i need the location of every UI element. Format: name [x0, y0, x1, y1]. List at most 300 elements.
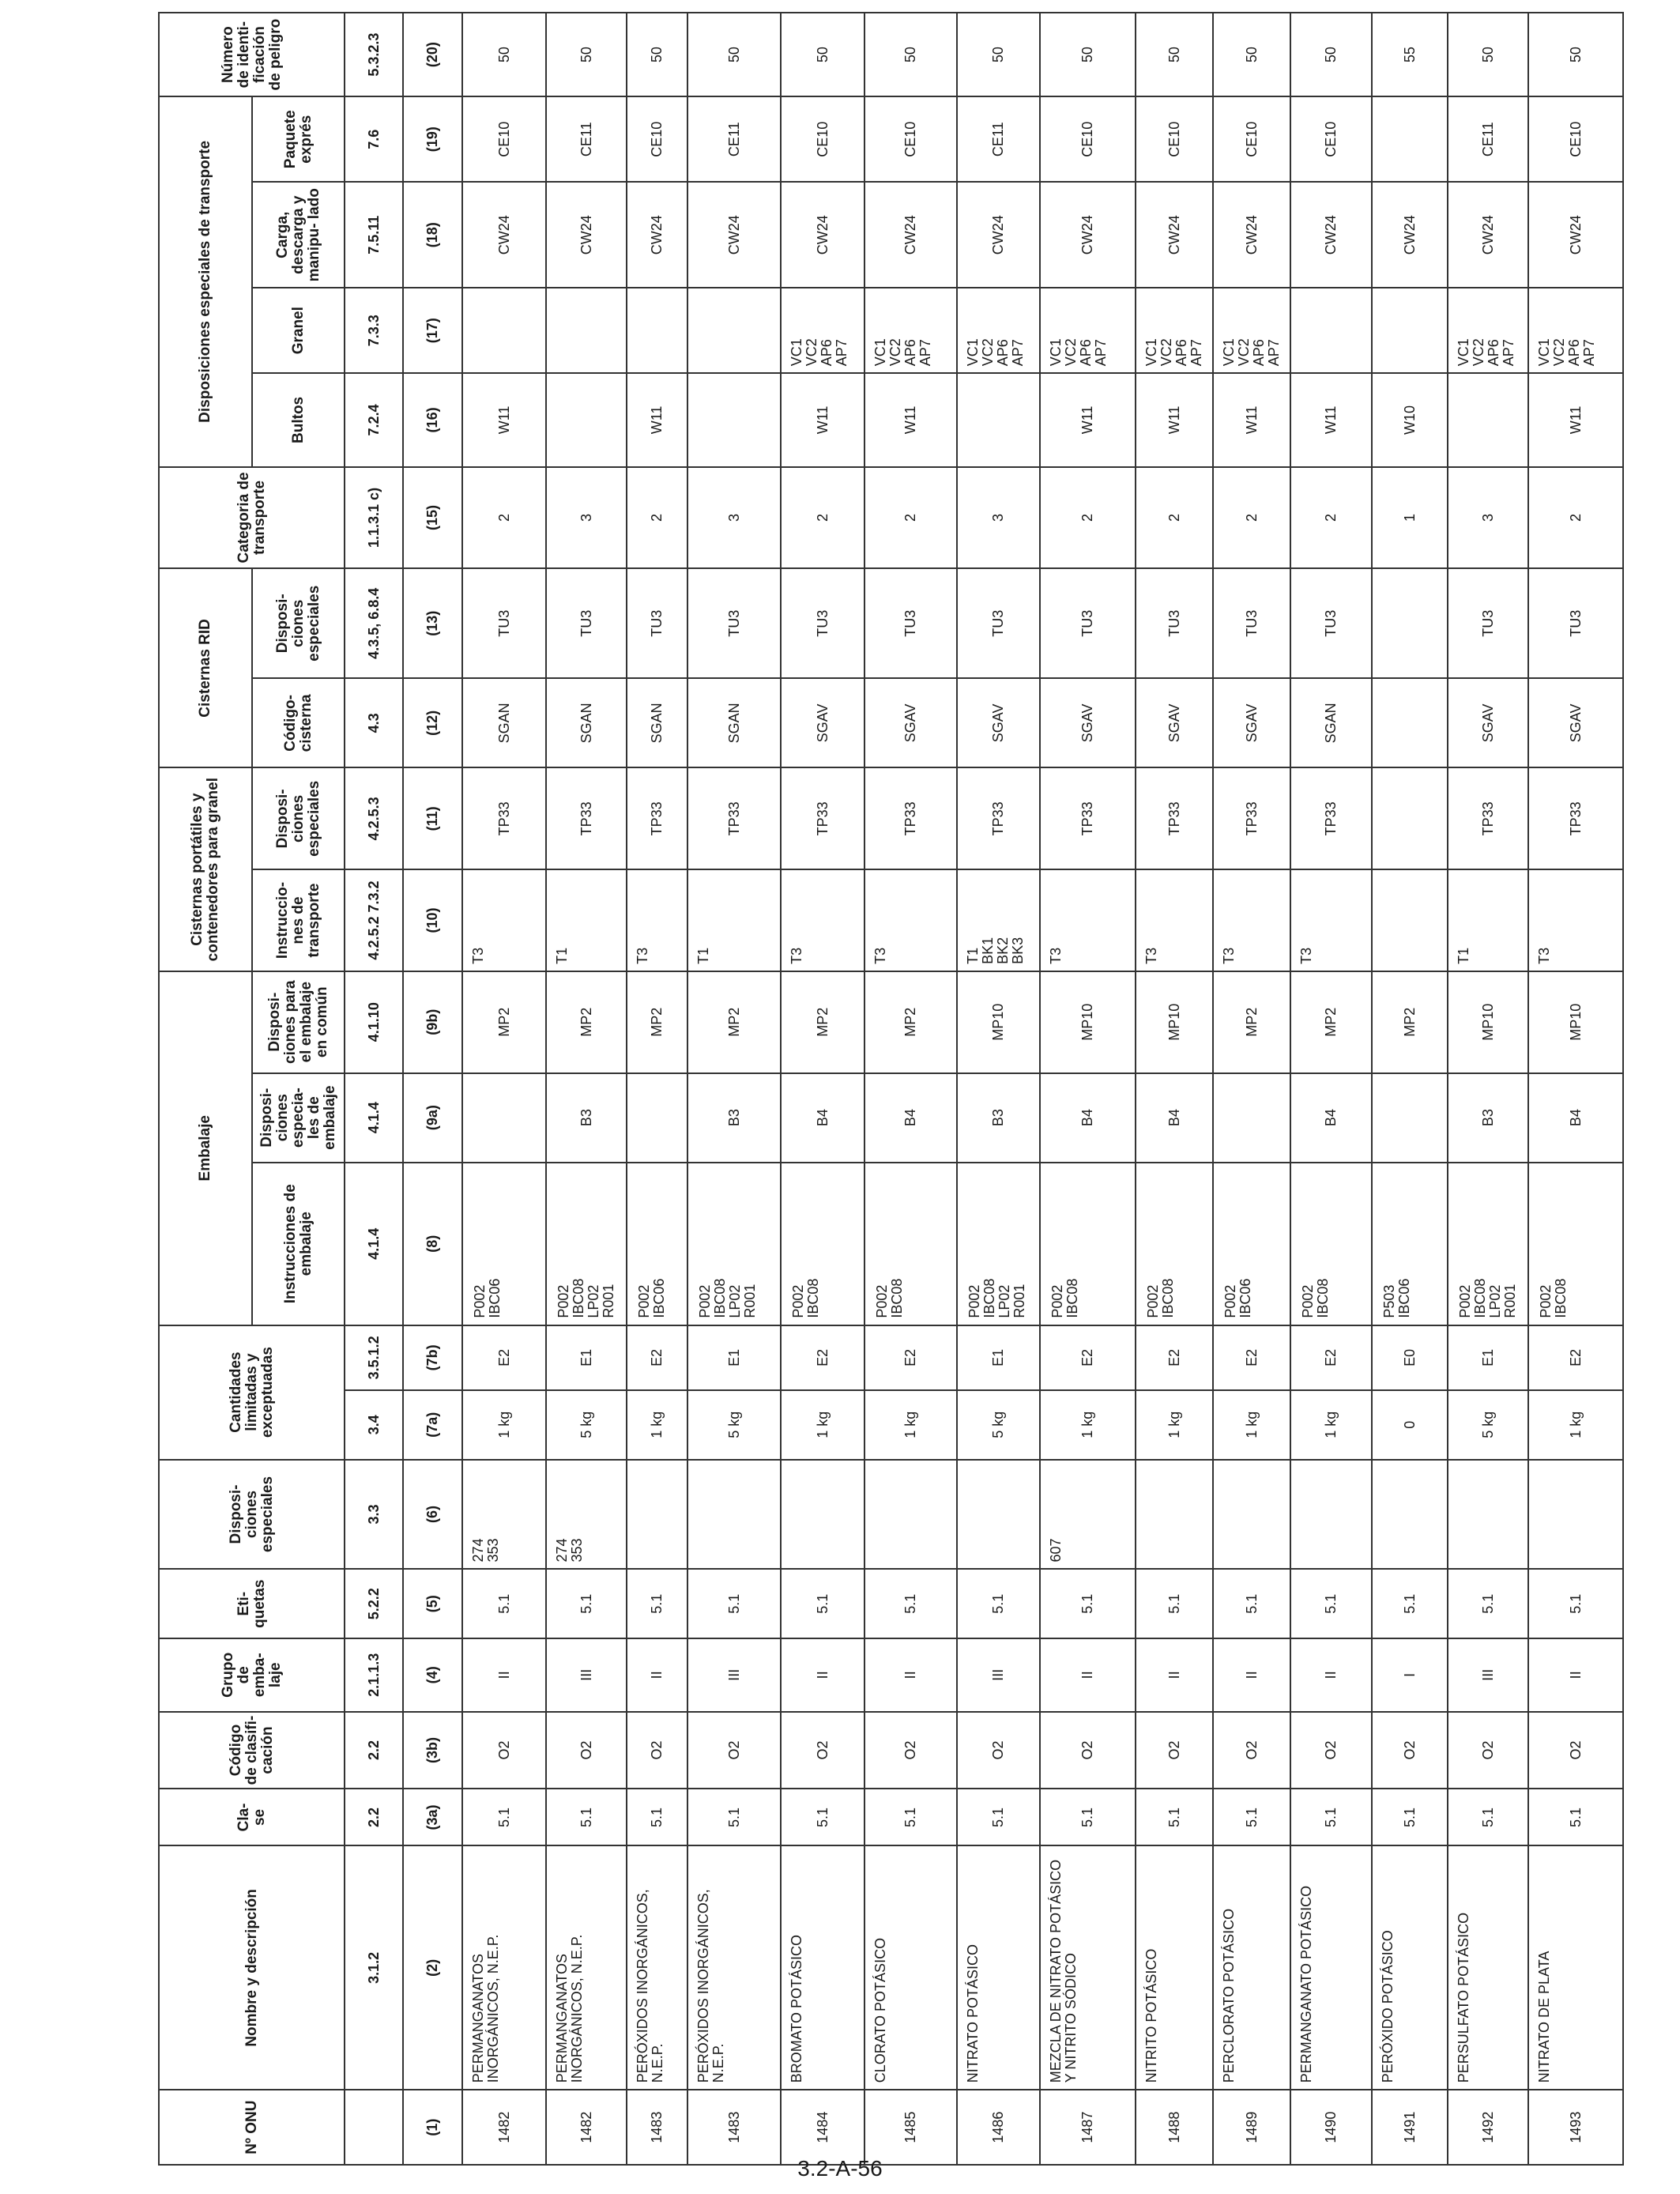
table-cell: II: [781, 1638, 864, 1712]
table-cell: 3: [1448, 467, 1528, 569]
table-cell: TU3: [1040, 568, 1136, 678]
table-cell: [1448, 1460, 1528, 1570]
table-cell: 5 kg: [1448, 1390, 1528, 1460]
table-cell: 2.2: [345, 1712, 403, 1789]
table-cell: III: [687, 1638, 781, 1712]
table-cell: W10: [1372, 373, 1448, 466]
table-cell: B3: [687, 1073, 781, 1163]
table-cell: 5.1: [627, 1569, 687, 1638]
table-cell: 1487: [1040, 2090, 1136, 2165]
table-cell: T3: [462, 869, 546, 971]
header-packing-group: Grupo de emba- laje: [159, 1638, 345, 1712]
table-cell: 1 kg: [781, 1390, 864, 1460]
table-cell: TU3: [546, 568, 627, 678]
table-cell: E2: [1213, 1325, 1290, 1390]
table-cell: CW24: [1136, 182, 1213, 288]
table-cell: 1485: [864, 2090, 957, 2165]
table-row: [1136, 13, 1213, 2165]
table-cell: 5.1: [864, 1569, 957, 1638]
table-cell: T3: [1136, 869, 1213, 971]
table-cell: VC1 VC2 AP6 AP7: [1448, 288, 1528, 373]
table-cell: MP2: [1213, 971, 1290, 1073]
table-cell: E1: [1448, 1325, 1528, 1390]
table-cell: SGAV: [957, 678, 1040, 767]
table-cell: 5.1: [687, 1789, 781, 1845]
table-cell: MP2: [1372, 971, 1448, 1073]
table-cell: O2: [1136, 1712, 1213, 1789]
table-cell: 2: [627, 467, 687, 569]
table-cell: [687, 288, 781, 373]
header-transport-category: Categoria de transporte: [159, 467, 345, 569]
table-cell: TP33: [1528, 768, 1623, 870]
header-name: Nombre y descripción: [159, 1845, 345, 2090]
table-cell: E2: [1290, 1325, 1372, 1390]
table-cell: 5.1: [781, 1569, 864, 1638]
reference-row: [345, 13, 403, 2165]
table-cell: 1492: [1448, 2090, 1528, 2165]
table-cell: 3.1.2: [345, 1845, 403, 2090]
table-cell: 5.1: [1528, 1569, 1623, 1638]
table-cell: T3: [627, 869, 687, 971]
table-cell: B4: [1290, 1073, 1372, 1163]
table-cell: CE11: [1448, 96, 1528, 182]
header-bulk: Granel: [252, 288, 345, 373]
header-labels: Eti- quetas: [159, 1569, 345, 1638]
table-cell: 5.1: [957, 1569, 1040, 1638]
table-cell: 2: [1528, 467, 1623, 569]
table-cell: CE10: [1528, 96, 1623, 182]
table-cell: TU3: [687, 568, 781, 678]
table-row: [957, 13, 1040, 2165]
table-cell: 4.3.5, 6.8.4: [345, 568, 403, 678]
table-cell: 3.3: [345, 1460, 403, 1570]
table-cell: VC1 VC2 AP6 AP7: [1136, 288, 1213, 373]
table-cell: MP10: [1040, 971, 1136, 1073]
table-cell: (9b): [403, 971, 462, 1073]
table-cell: 3.4: [345, 1390, 403, 1460]
table-cell: II: [1290, 1638, 1372, 1712]
table-cell: 3: [546, 467, 627, 569]
table-cell: W11: [1040, 373, 1136, 466]
table-cell: B4: [864, 1073, 957, 1163]
table-cell: CW24: [1290, 182, 1372, 288]
table-cell: III: [1448, 1638, 1528, 1712]
table-cell: 1488: [1136, 2090, 1213, 2165]
table-cell: 1493: [1528, 2090, 1623, 2165]
table-cell: E2: [1528, 1325, 1623, 1390]
table-cell: O2: [687, 1712, 781, 1789]
table-cell: (7b): [403, 1325, 462, 1390]
header-special-transport: Disposiciones especiales de transporte: [159, 96, 252, 466]
table-cell: 1 kg: [864, 1390, 957, 1460]
table-cell: PERÓXIDO POTÁSICO: [1372, 1845, 1448, 2090]
table-cell: CE10: [781, 96, 864, 182]
table-cell: 5.1: [781, 1789, 864, 1845]
table-cell: [546, 288, 627, 373]
table-cell: CW24: [462, 182, 546, 288]
table-cell: 274 353: [462, 1460, 546, 1570]
table-cell: 5 kg: [957, 1390, 1040, 1460]
header-portable-tanks: Cisternas portátiles y contenedores para granel: [159, 768, 252, 971]
table-cell: O2: [781, 1712, 864, 1789]
table-cell: 1 kg: [462, 1390, 546, 1460]
table-cell: 50: [546, 13, 627, 96]
table-cell: O2: [1372, 1712, 1448, 1789]
table-cell: 1 kg: [1040, 1390, 1136, 1460]
table-cell: W11: [627, 373, 687, 466]
table-cell: III: [957, 1638, 1040, 1712]
table-cell: CW24: [864, 182, 957, 288]
table-cell: 5.1: [1372, 1569, 1448, 1638]
table-cell: W11: [1213, 373, 1290, 466]
table-cell: CW24: [1528, 182, 1623, 288]
table-cell: E1: [957, 1325, 1040, 1390]
table-cell: T3: [1290, 869, 1372, 971]
header-express: Paquete exprés: [252, 96, 345, 182]
table-cell: TU3: [1213, 568, 1290, 678]
table-cell: 5.1: [1136, 1789, 1213, 1845]
table-cell: 274 353: [546, 1460, 627, 1570]
table-cell: 1.1.3.1 c): [345, 467, 403, 569]
table-cell: 3: [687, 467, 781, 569]
table-cell: 50: [1040, 13, 1136, 96]
table-cell: [345, 2090, 403, 2165]
table-cell: P002 IBC08: [1528, 1163, 1623, 1325]
table-cell: (7a): [403, 1390, 462, 1460]
table-cell: MP2: [1290, 971, 1372, 1073]
table-cell: CW24: [1213, 182, 1290, 288]
table-cell: (8): [403, 1163, 462, 1325]
table-cell: 1 kg: [1213, 1390, 1290, 1460]
table-cell: [781, 1460, 864, 1570]
table-cell: CW24: [687, 182, 781, 288]
table-cell: 4.3: [345, 678, 403, 767]
table-cell: PERMANGANATO POTÁSICO: [1290, 1845, 1372, 2090]
table-cell: MP2: [546, 971, 627, 1073]
header-special-provisions: Disposi- ciones especiales: [159, 1460, 345, 1570]
table-cell: E2: [462, 1325, 546, 1390]
table-cell: TP33: [1213, 768, 1290, 870]
table-cell: T3: [864, 869, 957, 971]
table-cell: O2: [1290, 1712, 1372, 1789]
table-cell: [1372, 96, 1448, 182]
table-cell: 5.1: [462, 1789, 546, 1845]
table-cell: CE10: [1040, 96, 1136, 182]
table-cell: 4.1.4: [345, 1163, 403, 1325]
table-cell: SGAV: [1136, 678, 1213, 767]
table-cell: O2: [957, 1712, 1040, 1789]
table-cell: TU3: [957, 568, 1040, 678]
table-cell: E2: [1136, 1325, 1213, 1390]
table-cell: O2: [1448, 1712, 1528, 1789]
table-cell: T1 BK1 BK2 BK3: [957, 869, 1040, 971]
table-cell: [957, 1460, 1040, 1570]
table-cell: [1372, 678, 1448, 767]
table-cell: [462, 1073, 546, 1163]
table-cell: 2: [1290, 467, 1372, 569]
table-cell: MP10: [1136, 971, 1213, 1073]
table-row: [1372, 13, 1448, 2165]
table-cell: TU3: [1448, 568, 1528, 678]
table-cell: B4: [781, 1073, 864, 1163]
header-packages: Bultos: [252, 373, 345, 466]
table-cell: SGAN: [627, 678, 687, 767]
table-cell: P002 IBC08 LP02 R001: [546, 1163, 627, 1325]
table-cell: 2.2: [345, 1789, 403, 1845]
table-cell: [627, 1460, 687, 1570]
table-cell: CE10: [1213, 96, 1290, 182]
table-cell: 4.2.5.2 7.3.2: [345, 869, 403, 971]
table-cell: T1: [546, 869, 627, 971]
table-cell: CE11: [687, 96, 781, 182]
dangerous-goods-table: [158, 12, 1624, 2166]
header-classification-code: Código de clasifi- cación: [159, 1712, 345, 1789]
table-cell: P002 IBC06: [1213, 1163, 1290, 1325]
table-cell: 5.1: [1290, 1789, 1372, 1845]
table-cell: CW24: [627, 182, 687, 288]
rotated-table-wrapper: [158, 12, 1597, 2166]
table-cell: CE10: [627, 96, 687, 182]
table-cell: 5.2.2: [345, 1569, 403, 1638]
table-cell: 7.6: [345, 96, 403, 182]
table-cell: MP2: [864, 971, 957, 1073]
table-cell: 607: [1040, 1460, 1136, 1570]
table-cell: (10): [403, 869, 462, 971]
table-cell: MEZCLA DE NITRATO POTÁSICO Y NITRITO SÓDICO: [1040, 1845, 1136, 2090]
table-cell: P002 IBC08: [864, 1163, 957, 1325]
table-cell: [864, 1460, 957, 1570]
table-cell: II: [1136, 1638, 1213, 1712]
table-cell: 5.1: [1213, 1569, 1290, 1638]
table-cell: SGAN: [1290, 678, 1372, 767]
table-cell: [1528, 1460, 1623, 1570]
table-cell: 2: [1213, 467, 1290, 569]
table-cell: 50: [1290, 13, 1372, 96]
table-cell: B3: [957, 1073, 1040, 1163]
table-cell: P002 IBC08: [781, 1163, 864, 1325]
table-cell: E1: [546, 1325, 627, 1390]
table-cell: 5 kg: [687, 1390, 781, 1460]
table-cell: 1 kg: [1136, 1390, 1213, 1460]
table-cell: CE10: [1290, 96, 1372, 182]
table-cell: (1): [403, 2090, 462, 2165]
table-cell: 5.1: [1136, 1569, 1213, 1638]
table-cell: [1290, 288, 1372, 373]
table-cell: P503 IBC06: [1372, 1163, 1448, 1325]
table-cell: VC1 VC2 AP6 AP7: [1213, 288, 1290, 373]
table-cell: TP33: [687, 768, 781, 870]
table-cell: [1448, 373, 1528, 466]
table-cell: SGAV: [1528, 678, 1623, 767]
table-cell: TU3: [781, 568, 864, 678]
table-cell: CW24: [957, 182, 1040, 288]
table-row: [462, 13, 546, 2165]
table-row: [1213, 13, 1290, 2165]
table-cell: 1484: [781, 2090, 864, 2165]
header-tank-special: Disposi- ciones especiales: [252, 568, 345, 678]
table-cell: (17): [403, 288, 462, 373]
header-special-packing-provisions: Disposi- ciones especia- les de embalaje: [252, 1073, 345, 1163]
table-cell: 2: [864, 467, 957, 569]
table-cell: PERCLORATO POTÁSICO: [1213, 1845, 1290, 2090]
table-cell: O2: [1213, 1712, 1290, 1789]
table-cell: MP10: [1448, 971, 1528, 1073]
table-cell: E2: [781, 1325, 864, 1390]
table-cell: PERMANGANATOS INORGÁNICOS, N.E.P.: [546, 1845, 627, 2090]
table-cell: 4.1.4: [345, 1073, 403, 1163]
table-cell: B4: [1136, 1073, 1213, 1163]
table-cell: O2: [462, 1712, 546, 1789]
table-cell: 50: [781, 13, 864, 96]
header-packing-instructions: Instrucciones de embalaje: [252, 1163, 345, 1325]
table-cell: MP2: [687, 971, 781, 1073]
table-cell: CW24: [1372, 182, 1448, 288]
table-cell: O2: [1528, 1712, 1623, 1789]
table-cell: 2: [1136, 467, 1213, 569]
table-cell: T3: [781, 869, 864, 971]
table-cell: I: [1372, 1638, 1448, 1712]
table-cell: CE11: [546, 96, 627, 182]
table-cell: 5.1: [1040, 1569, 1136, 1638]
table-cell: O2: [627, 1712, 687, 1789]
table-cell: SGAN: [687, 678, 781, 767]
table-cell: E2: [1040, 1325, 1136, 1390]
table-cell: 1482: [462, 2090, 546, 2165]
table-cell: CLORATO POTÁSICO: [864, 1845, 957, 2090]
table-cell: 5.1: [1448, 1569, 1528, 1638]
table-cell: NITRATO POTÁSICO: [957, 1845, 1040, 2090]
table-cell: T3: [1213, 869, 1290, 971]
table-cell: [687, 1460, 781, 1570]
table-cell: NITRITO POTÁSICO: [1136, 1845, 1213, 2090]
table-cell: (19): [403, 96, 462, 182]
table-cell: 2.1.1.3: [345, 1638, 403, 1712]
table-cell: [1290, 1460, 1372, 1570]
page-number: 3.2-A-56: [797, 2156, 883, 2181]
table-cell: 5.1: [1213, 1789, 1290, 1845]
header-limited-excepted: Cantidades limitadas y exceptuadas: [159, 1325, 345, 1460]
table-cell: II: [462, 1638, 546, 1712]
table-cell: 50: [957, 13, 1040, 96]
table-cell: TP33: [462, 768, 546, 870]
table-cell: CW24: [781, 182, 864, 288]
table-cell: E2: [864, 1325, 957, 1390]
table-cell: 50: [1528, 13, 1623, 96]
table-row: [687, 13, 781, 2165]
table-cell: 4.2.5.3: [345, 768, 403, 870]
table-cell: 1: [1372, 467, 1448, 569]
table-cell: CW24: [546, 182, 627, 288]
table-cell: [1213, 1073, 1290, 1163]
table-cell: O2: [546, 1712, 627, 1789]
table-cell: SGAV: [864, 678, 957, 767]
table-cell: (16): [403, 373, 462, 466]
table-cell: 5.1: [957, 1789, 1040, 1845]
table-cell: BROMATO POTÁSICO: [781, 1845, 864, 2090]
header-pt-special: Disposi- ciones especiales: [252, 768, 345, 870]
table-cell: 5 kg: [546, 1390, 627, 1460]
table-cell: 2: [781, 467, 864, 569]
table-cell: 1 kg: [1528, 1390, 1623, 1460]
table-cell: TU3: [864, 568, 957, 678]
table-cell: [546, 373, 627, 466]
table-cell: (15): [403, 467, 462, 569]
table-cell: P002 IBC08: [1290, 1163, 1372, 1325]
table-cell: TP33: [781, 768, 864, 870]
table-header: [159, 13, 345, 2165]
table-cell: E1: [687, 1325, 781, 1390]
table-cell: 1482: [546, 2090, 627, 2165]
table-cell: II: [1528, 1638, 1623, 1712]
table-cell: [1372, 288, 1448, 373]
table-cell: (4): [403, 1638, 462, 1712]
table-cell: (13): [403, 568, 462, 678]
table-cell: 1 kg: [1290, 1390, 1372, 1460]
table-row: [864, 13, 957, 2165]
header-mixed-packing: Disposi- ciones para el embalaje en común: [252, 971, 345, 1073]
table-cell: II: [1213, 1638, 1290, 1712]
table-cell: PERÓXIDOS INORGÁNICOS, N.E.P.: [687, 1845, 781, 2090]
table-cell: 5.1: [1040, 1789, 1136, 1845]
table-cell: 7.3.3: [345, 288, 403, 373]
table-row: [1448, 13, 1528, 2165]
table-cell: SGAV: [781, 678, 864, 767]
table-cell: II: [864, 1638, 957, 1712]
table-cell: O2: [864, 1712, 957, 1789]
table-cell: 1486: [957, 2090, 1040, 2165]
table-cell: [1136, 1460, 1213, 1570]
table-cell: B3: [546, 1073, 627, 1163]
table-cell: P002 IBC06: [462, 1163, 546, 1325]
header-packaging: Embalaje: [159, 971, 252, 1325]
table-cell: T3: [1040, 869, 1136, 971]
table-row: [627, 13, 687, 2165]
table-cell: W11: [781, 373, 864, 466]
table-cell: 5.1: [1372, 1789, 1448, 1845]
table-cell: II: [1040, 1638, 1136, 1712]
table-cell: 5.1: [1290, 1569, 1372, 1638]
table-cell: CW24: [1448, 182, 1528, 288]
table-cell: P002 IBC08 LP02 R001: [1448, 1163, 1528, 1325]
table-cell: PERÓXIDOS INORGÁNICOS, N.E.P.: [627, 1845, 687, 2090]
table-cell: TP33: [627, 768, 687, 870]
table-cell: 5.1: [462, 1569, 546, 1638]
table-cell: 5.1: [687, 1569, 781, 1638]
table-cell: 50: [1136, 13, 1213, 96]
table-row: [546, 13, 627, 2165]
table-cell: 50: [864, 13, 957, 96]
table-cell: 1491: [1372, 2090, 1448, 2165]
table-cell: 3.5.1.2: [345, 1325, 403, 1390]
table-cell: TP33: [864, 768, 957, 870]
table-cell: 1489: [1213, 2090, 1290, 2165]
header-class: Cla- se: [159, 1789, 345, 1845]
table-cell: SGAN: [462, 678, 546, 767]
table-cell: 5.3.2.3: [345, 13, 403, 96]
header-loading: Carga, descarga y manipu- lado: [252, 182, 345, 288]
table-cell: TP33: [1136, 768, 1213, 870]
table-cell: (2): [403, 1845, 462, 2090]
table-cell: 5.1: [627, 1789, 687, 1845]
table-cell: PERMANGANATOS INORGÁNICOS, N.E.P.: [462, 1845, 546, 2090]
table-cell: MP2: [462, 971, 546, 1073]
table-cell: (6): [403, 1460, 462, 1570]
table-cell: [1372, 1460, 1448, 1570]
table-cell: (3a): [403, 1789, 462, 1845]
header-rid-tanks: Cisternas RID: [159, 568, 252, 767]
table-cell: CW24: [1040, 182, 1136, 288]
table-cell: [627, 288, 687, 373]
